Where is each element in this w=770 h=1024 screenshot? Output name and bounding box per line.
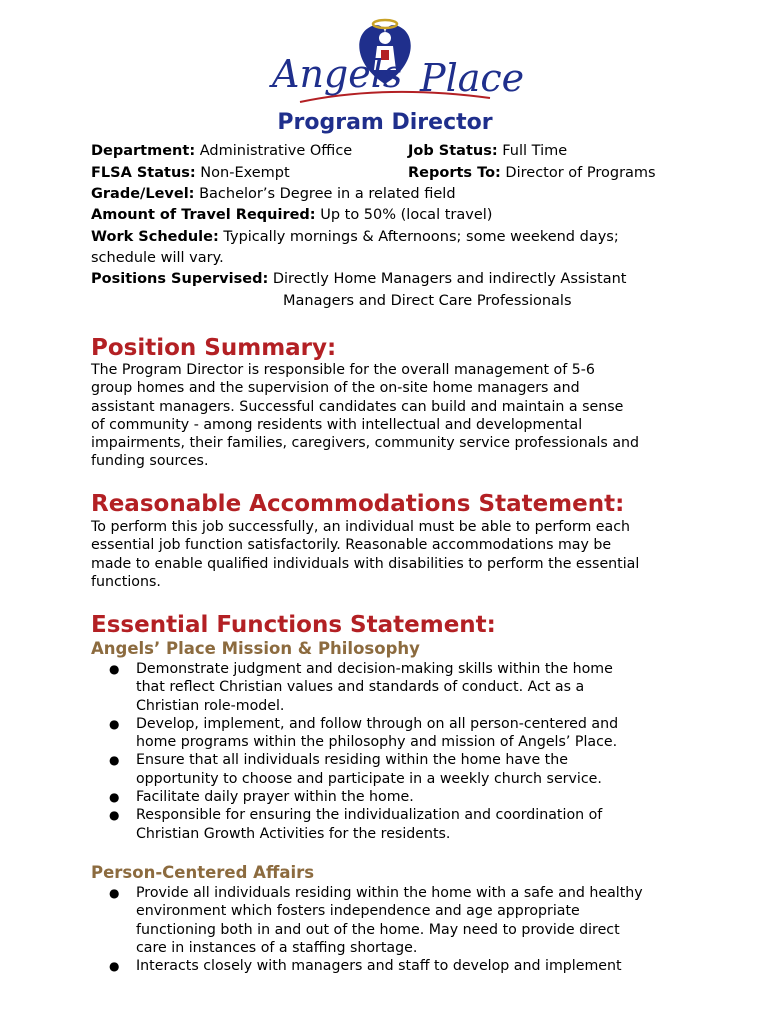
- bullet-icon: ●: [109, 886, 120, 900]
- schedule-label: Work Schedule:: [91, 229, 219, 245]
- paragraph-line: The Program Director is responsible for the overall management of 5-6: [91, 362, 595, 378]
- department-line: [91, 141, 352, 163]
- bullet-line: Facilitate daily prayer within the home.: [136, 789, 414, 806]
- bullet-line: opportunity to choose and participate in a weekly church service.: [136, 770, 602, 787]
- list-item: [109, 660, 699, 715]
- list-item: [109, 957, 699, 975]
- list-item: [109, 751, 699, 788]
- list-item: [109, 715, 699, 752]
- grade-label: Grade/Level:: [91, 186, 195, 202]
- supervised-value: Directly Home Managers and indirectly Assistant: [268, 271, 627, 287]
- bullet-icon: ●: [109, 753, 120, 768]
- paragraph-line: group homes and the supervision of the on-site home managers and: [91, 380, 580, 397]
- travel-label: Amount of Travel Required:: [91, 207, 316, 223]
- bullet-icon: ●: [109, 716, 120, 731]
- paragraph-line: funding sources.: [91, 453, 209, 470]
- bullet-icon: ●: [109, 959, 120, 974]
- schedule-line-2: schedule will vary.: [91, 250, 224, 266]
- grade-value: Bachelor’s Degree in a related field: [194, 186, 456, 202]
- bullet-icon: ●: [109, 790, 120, 805]
- accommodations-heading: Reasonable Accommodations Statement:: [91, 491, 625, 517]
- reports-to-line: [408, 163, 656, 185]
- schedule-value: Typically mornings & Afternoons; some weekend days;: [218, 229, 619, 245]
- bullet-line: that reflect Christian values and standards of conduct. Act as a: [136, 679, 585, 696]
- flsa-label: FLSA Status:: [91, 165, 196, 181]
- mission-bullet-list: [109, 660, 699, 843]
- list-item: [109, 884, 699, 957]
- job-status-line: [408, 141, 567, 163]
- logo-word-angels: Angels: [272, 52, 403, 96]
- bullet-line: Responsible for ensuring the individualization and coordination of: [136, 807, 603, 824]
- mission-subheading: Angels’ Place Mission & Philosophy: [91, 639, 420, 658]
- bullet-line: Provide all individuals residing within the home with a safe and healthy: [136, 885, 643, 901]
- paragraph-line: To perform this job successfully, an individual must be able to perform each: [91, 519, 630, 535]
- bullet-line: Demonstrate judgment and decision-making skills within the home: [136, 661, 613, 677]
- bullet-line: functioning both in and out of the home. May need to provide direct: [136, 921, 620, 938]
- grade-line: [91, 184, 456, 206]
- paragraph-line: assistant managers. Successful candidates can build and maintain a sense: [91, 398, 624, 415]
- paragraph-line: of community - among residents with intellectual and developmental: [91, 416, 583, 433]
- bullet-line: Christian Growth Activities for the residents.: [136, 825, 451, 842]
- flsa-line: [91, 163, 290, 185]
- page-title: Program Director: [277, 110, 493, 135]
- person-centered-bullet-list: [109, 884, 699, 975]
- list-item: [109, 788, 699, 806]
- reports-to-label: Reports To:: [408, 165, 501, 181]
- essential-functions-heading: Essential Functions Statement:: [91, 612, 496, 638]
- department-value: Administrative Office: [195, 143, 353, 159]
- reports-to-value: Director of Programs: [500, 165, 656, 181]
- bullet-line: environment which fosters independence and age appropriate: [136, 903, 580, 920]
- paragraph-line: functions.: [91, 573, 161, 590]
- supervised-label: Positions Supervised:: [91, 271, 269, 287]
- bullet-line: Christian role-model.: [136, 697, 285, 714]
- schedule-line: [91, 227, 619, 249]
- bullet-line: Ensure that all individuals residing within the home have the: [136, 752, 568, 769]
- bullet-line: Interacts closely with managers and staff to develop and implement: [136, 958, 622, 975]
- position-summary-heading: Position Summary:: [91, 335, 337, 361]
- bullet-line: home programs within the philosophy and mission of Angels’ Place.: [136, 734, 618, 751]
- bullet-line: Develop, implement, and follow through on all person-centered and: [136, 715, 619, 732]
- travel-value: Up to 50% (local travel): [315, 207, 493, 223]
- bullet-icon: ●: [109, 662, 120, 676]
- paragraph-line: impairments, their families, caregivers, community service professionals and: [91, 435, 640, 452]
- flsa-value: Non-Exempt: [195, 165, 290, 181]
- supervised-line-2: Managers and Direct Care Professionals: [283, 293, 572, 309]
- bullet-icon: ●: [109, 808, 120, 823]
- person-centered-subheading: Person-Centered Affairs: [91, 863, 315, 882]
- job-status-label: Job Status:: [408, 143, 498, 159]
- paragraph-line: essential job function satisfactorily. Reasonable accommodations may be: [91, 537, 612, 554]
- angels-place-logo: [260, 14, 525, 110]
- list-item: [109, 806, 699, 843]
- travel-line: [91, 205, 492, 227]
- position-summary-text: [91, 361, 691, 471]
- logo-word-place: Place: [420, 56, 525, 100]
- accommodations-text: [91, 518, 691, 591]
- bullet-line: care in instances of a staffing shortage.: [136, 939, 418, 956]
- paragraph-line: made to enable qualified individuals with disabilities to perform the essential: [91, 555, 640, 572]
- department-label: Department:: [91, 143, 196, 159]
- job-status-value: Full Time: [497, 143, 568, 159]
- supervised-line: [91, 269, 626, 291]
